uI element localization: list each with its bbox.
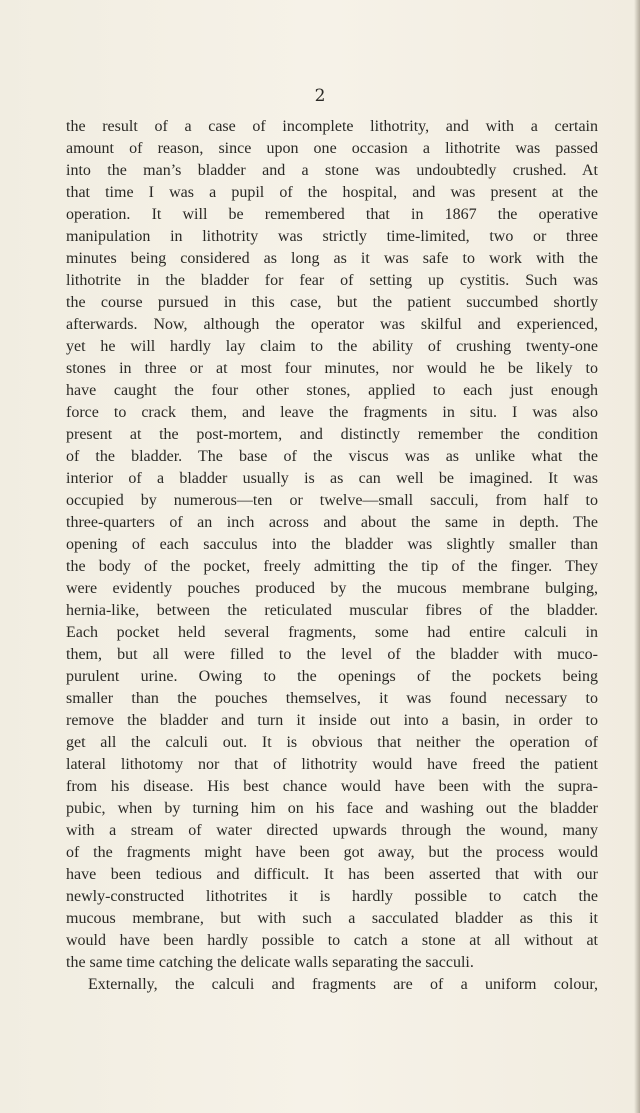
- text-line: have been tedious and difficult. It has been asserted that with our: [66, 866, 598, 883]
- text-line: Externally, the calculi and fragments are of a uniform colour,: [88, 976, 598, 993]
- text-line: would have been hardly possible to catch a stone at all without at: [66, 932, 598, 949]
- text-line: three-quarters of an inch across and about the same in depth. The: [66, 514, 598, 531]
- text-line: the course pursued in this case, but the patient succumbed shortly: [66, 294, 598, 311]
- text-line: manipulation in lithotrity was strictly time-limited, two or three: [66, 228, 598, 245]
- text-line: with a stream of water directed upwards through the wound, many: [66, 822, 598, 839]
- text-line: hernia-like, between the reticulated muscular fibres of the bladder.: [66, 602, 598, 619]
- text-line: them, but all were filled to the level of the bladder with muco-: [66, 646, 598, 663]
- text-line: present at the post-mortem, and distinctly remember the condition: [66, 426, 598, 443]
- text-line: were evidently pouches produced by the mucous membrane bulging,: [66, 580, 598, 597]
- text-line: lithotrite in the bladder for fear of setting up cystitis. Such was: [66, 272, 598, 289]
- text-line: force to crack them, and leave the fragments in situ. I was also: [66, 404, 598, 421]
- text-line: from his disease. His best chance would have been with the supra-: [66, 778, 598, 795]
- text-line: of the bladder. The base of the viscus was as unlike what the: [66, 448, 598, 465]
- text-line: lateral lithotomy nor that of lithotrity would have freed the patient: [66, 756, 598, 773]
- text-line: newly-constructed lithotrites it is hardly possible to catch the: [66, 888, 598, 905]
- text-line: smaller than the pouches themselves, it was found necessary to: [66, 690, 598, 707]
- text-line: stones in three or at most four minutes, nor would he be likely to: [66, 360, 598, 377]
- text-line: purulent urine. Owing to the openings of the pockets being: [66, 668, 598, 685]
- text-line: pubic, when by turning him on his face and washing out the bladder: [66, 800, 598, 817]
- text-line: the result of a case of incomplete lithotrity, and with a certain: [66, 118, 598, 135]
- text-line: Each pocket held several fragments, some had entire calculi in: [66, 624, 598, 641]
- text-line: the same time catching the delicate walls separating the sacculi.: [66, 954, 474, 971]
- text-line: afterwards. Now, although the operator was skilful and experienced,: [66, 316, 598, 333]
- text-line: occupied by numerous—ten or twelve—small sacculi, from half to: [66, 492, 598, 509]
- text-line: mucous membrane, but with such a sacculated bladder as this it: [66, 910, 598, 927]
- text-line: remove the bladder and turn it inside out into a basin, in order to: [66, 712, 598, 729]
- text-line: minutes being considered as long as it was safe to work with the: [66, 250, 598, 267]
- text-line: yet he will hardly lay claim to the ability of crushing twenty-one: [66, 338, 598, 355]
- body-text: [66, 116, 598, 996]
- text-line: that time I was a pupil of the hospital, and was present at the: [66, 184, 598, 201]
- page-edge-shadow: [634, 0, 640, 1113]
- page-number: 2: [314, 86, 326, 106]
- text-line: interior of a bladder usually is as can well be imagined. It was: [66, 470, 598, 487]
- text-line: of the fragments might have been got away, but the process would: [66, 844, 598, 861]
- text-line: operation. It will be remembered that in 1867 the operative: [66, 206, 598, 223]
- text-line: have caught the four other stones, applied to each just enough: [66, 382, 598, 399]
- text-line: amount of reason, since upon one occasion a lithotrite was passed: [66, 140, 598, 157]
- text-line: get all the calculi out. It is obvious that neither the operation of: [66, 734, 598, 751]
- text-line: opening of each sacculus into the bladder was slightly smaller than: [66, 536, 598, 553]
- text-line: the body of the pocket, freely admitting the tip of the finger. They: [66, 558, 598, 575]
- text-line: into the man’s bladder and a stone was undoubtedly crushed. At: [66, 162, 598, 179]
